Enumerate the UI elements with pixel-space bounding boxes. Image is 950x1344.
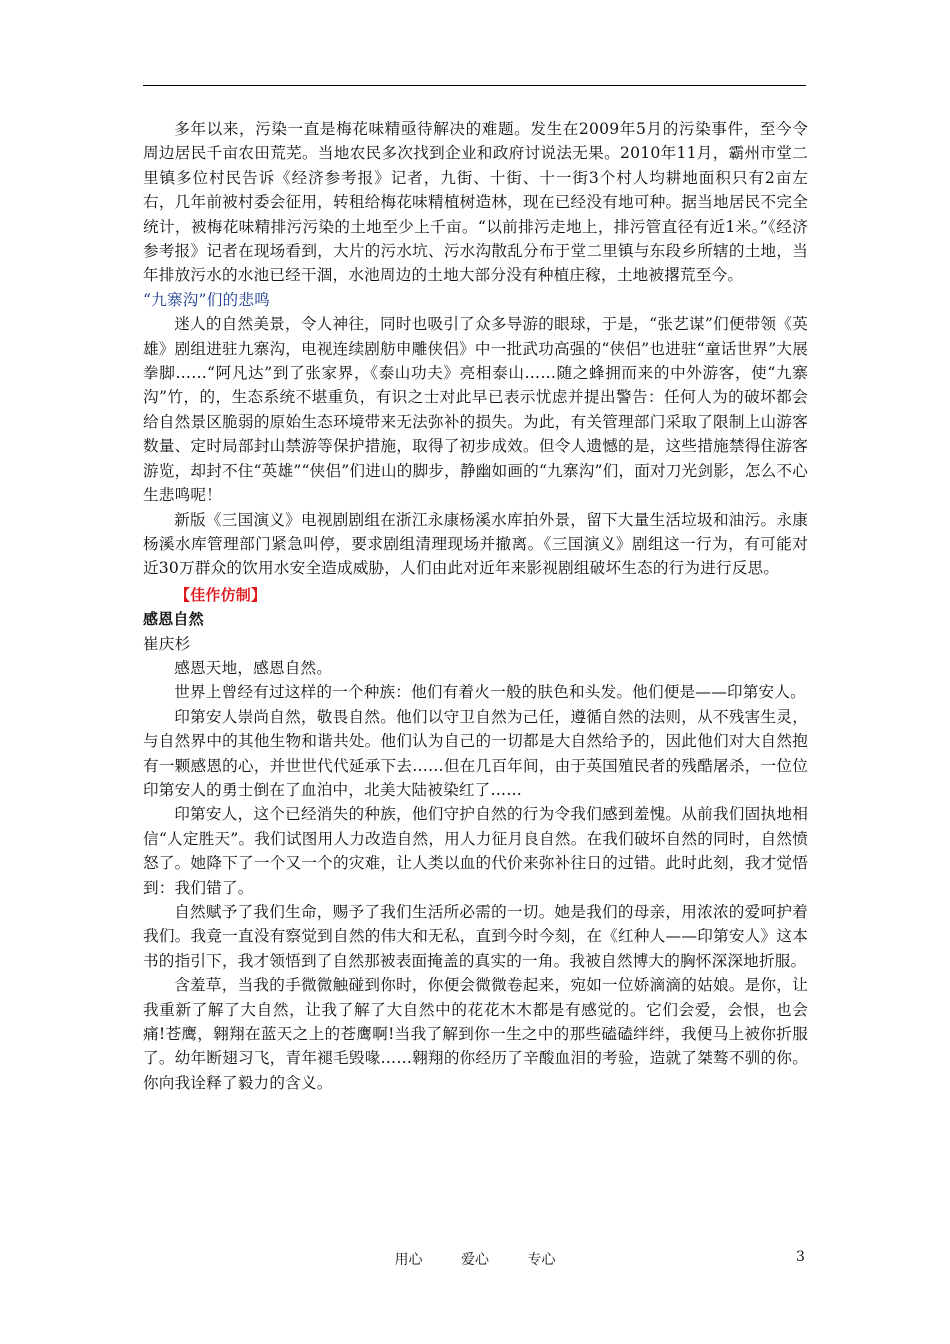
paragraph: 迷人的自然美景，令人神往，同时也吸引了众多导游的眼球，于是，“张艺谋”们便带领《英雄》剧组进驻九寨沟，电视连续剧舫申雕侠侣》中一批武功高强的“侠侣”也进驻“童话世界”大展拳脚……“阿凡达”到了张家界，《泰山功夫》亮相泰山……随之蜂拥而来的中外游客，使“九寨沟”竹，的，生态系统不堪重负，有识之士对此早已表示忧虑并提出警告：任何人为的破坏都会给自然景区脆弱的原始生态环境带来无法弥补的损失。为此，有关管理部门采取了限制上山游客数量、定时局部封山禁游等保护措施，取得了初步成效。但令人遗憾的是，这些措施禁得住游客游览，却封不住“英雄”“侠侣”们进山的脚步，静幽如画的“九寨沟”们，面对刀光剑影，怎么不心生悲鸣呢！ — [143, 315, 808, 505]
paragraph: 新版《三国演义》电视剧剧组在浙江永康杨溪水库拍外景，留下大量生活垃圾和油污。永康杨溪水库管理部门紧急叫停，要求剧组清理现场并撤离。《三国演义》剧组这一行为，有可能对近30万群众的饮用水安全造成威胁，人们由此对近年来影视剧组破坏生态的行为进行反思。 — [143, 510, 808, 578]
footer-motto-item: 爱心 — [461, 1252, 489, 1268]
paragraph: 印第安人，这个已经消失的种族，他们守护自然的行为令我们感到羞愧。从前我们固执地相信“人定胜天”。我们试图用人力改造自然，用人力征月良自然。在我们破坏自然的同时，自然愤怒了。她降下了一个又一个的灾难，让人类以血的代价来弥补往日的过错。此时此刻，我才觉悟到：我们错了。 — [143, 805, 808, 897]
article-author: 崔庆杉 — [143, 634, 191, 653]
footer-motto — [0, 1249, 950, 1269]
paragraph: 世界上曾经有过这样的一个种族：他们有着火一般的肤色和头发。他们便是——印第安人。 — [174, 683, 806, 702]
section-tag: 【佳作仿制】 — [175, 585, 267, 604]
header-rule — [143, 85, 806, 86]
paragraph: 感恩天地，感恩自然。 — [174, 658, 333, 677]
footer-motto-item: 专心 — [527, 1252, 556, 1268]
section-title: “九寨沟”们的悲鸣 — [143, 290, 270, 309]
page-number: 3 — [796, 1249, 805, 1265]
page-content — [143, 117, 808, 1095]
paragraph: 自然赋予了我们生命，赐予了我们生活所必需的一切。她是我们的母亲，用浓浓的爱呵护着我们。我竟一直没有察觉到自然的伟大和无私，直到今时今刻，在《红种人——印第安人》这本书的指引下，我才领悟到了自然那被表面掩盖的真实的一角。我被自然博大的胸怀深深地折服。 — [143, 903, 808, 970]
article-title: 感恩自然 — [143, 610, 204, 629]
paragraph: 印第安人崇尚自然，敬畏自然。他们以守卫自然为己任，遵循自然的法则，从不残害生灵，与自然界中的其他生物和谐共处。他们认为自己的一切都是大自然给予的，因此他们对大自然抱有一颗感恩的心，并世世代代延承下去……但在几百年间，由于英国殖民者的残酷屠杀，一位位印第安人的勇士倒在了血泊中，北美大陆被染红了…… — [143, 707, 808, 799]
paragraph: 多年以来，污染一直是梅花味精亟待解决的难题。发生在2009年5月的污染事件，至今令周边居民千亩农田荒芜。当地农民多次找到企业和政府讨说法无果。2010年11月，霸州市堂二里镇多位村民告诉《经济参考报》记者，九街、十街、十一街3个村人均耕地面积只有2亩左右，几年前被村委会征用，转租给梅花味精植树造林，现在已经没有地可种。据当地居民不完全统计，被梅花味精排污污染的土地至少上千亩。“以前排污走地上，排污管直径有近1米。”《经济参考报》记者在现场看到，大片的污水坑、污水沟散乱分布于堂二里镇与东段乡所辖的土地，当年排放污水的水池已经干涸，水池周边的土地大部分没有种植庄稼，土地被撂荒至今。 — [143, 120, 808, 285]
footer-motto-item: 用心 — [394, 1252, 423, 1268]
paragraph: 含羞草，当我的手微微触碰到你时，你便会微微卷起来，宛如一位娇滴滴的姑娘。是你，让我重新了解了大自然，让我了解了大自然中的花花木木都是有感觉的。它们会爱，会恨，也会痛!苍鹰，翱翔在蓝天之上的苍鹰啊!当我了解到你一生之中的那些磕磕绊绊，我便马上被你折服了。幼年断翅习飞，青年褪毛毁喙……翱翔的你经历了辛酸血泪的考验，造就了桀骜不驯的你。你向我诠释了毅力的含义。 — [143, 976, 808, 1092]
